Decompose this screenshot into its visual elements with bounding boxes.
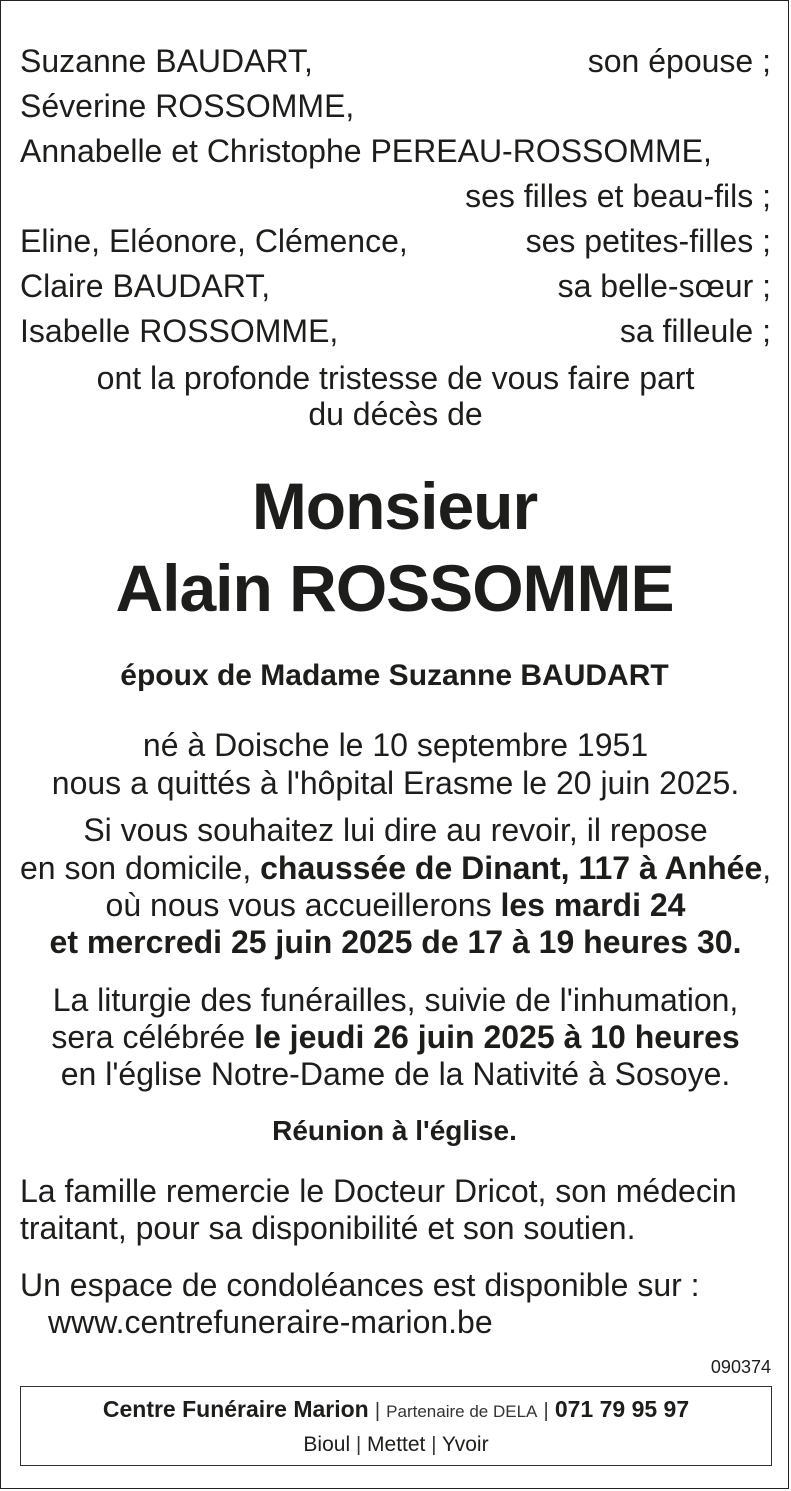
family-relation: son épouse ; [587, 43, 771, 79]
reference-number: 090374 [710, 1357, 771, 1377]
family-relation: ses petites-filles ; [525, 223, 771, 259]
family-name: Eline, Eléonore, Clémence, [20, 223, 408, 259]
footer-locations [21, 1430, 771, 1460]
family-relation: ses filles et beau-fils ; [465, 178, 771, 214]
separator: | [355, 1434, 362, 1456]
announcement-line: ont la profonde tristesse de vous faire part [96, 360, 695, 396]
location: Bioul [303, 1433, 351, 1456]
funeral-text: sera célébrée [51, 1019, 255, 1055]
company-name: Centre Funéraire Marion [102, 1396, 369, 1422]
separator: | [543, 1400, 549, 1422]
funeral-line: en l'église Notre-Dame de la Nativité à Sosoye. [60, 1056, 731, 1092]
birth-line: né à Doische le 10 septembre 1951 [142, 727, 649, 763]
visitation-hours: et mercredi 25 juin 2025 de 17 à 19 heures 30. [49, 924, 742, 960]
condolences-line: Un espace de condoléances est disponible sur : [20, 1267, 700, 1303]
family-row [20, 39, 771, 83]
family-row [20, 219, 771, 263]
family-row [20, 84, 771, 128]
family-row [20, 174, 771, 218]
separator: | [431, 1434, 437, 1456]
family-name: Isabelle ROSSOMME, [20, 313, 339, 349]
family-name: Séverine ROSSOMME, [20, 88, 355, 124]
family-row [20, 309, 771, 353]
visitation-text: , [762, 850, 772, 886]
visitation-line [20, 923, 771, 961]
funeral-home-footer [20, 1386, 772, 1466]
announcement-line: du décès de [308, 396, 483, 432]
visitation-line [20, 886, 771, 924]
family-name: Annabelle et Christophe PEREAU-ROSSOMME, [20, 133, 712, 169]
family-relation: sa filleule ; [619, 313, 771, 349]
visitation-line: Si vous souhaitez lui dire au revoir, il repose [83, 812, 708, 848]
thanks-line: traitant, pour sa disponibilité et son soutien. [20, 1210, 636, 1246]
visitation-text: où nous vous accueillerons [105, 887, 501, 923]
location: Mettet [367, 1433, 426, 1456]
family-name: Claire BAUDART, [20, 268, 271, 304]
funeral-date: le jeudi 26 juin 2025 à 10 heures [254, 1019, 740, 1055]
deceased-honorific: Monsieur [251, 469, 538, 543]
funeral-line: La liturgie des funérailles, suivie de l'inhumation, [52, 982, 739, 1018]
phone-number[interactable]: 071 79 95 97 [554, 1396, 690, 1422]
deceased-name: Alain ROSSOMME [115, 551, 674, 625]
visitation-address: chaussée de Dinant, 117 à Anhée [260, 850, 763, 886]
funeral-line [20, 1018, 771, 1056]
death-line: nous a quittés à l'hôpital Erasme le 20 juin 2025. [51, 765, 740, 801]
spouse-line: époux de Madame Suzanne BAUDART [120, 659, 669, 692]
visitation-line [20, 849, 771, 887]
visitation-dates: les mardi 24 [500, 887, 686, 923]
family-name: Suzanne BAUDART, [20, 43, 313, 79]
location: Yvoir [441, 1433, 489, 1456]
visitation-text: en son domicile, [20, 850, 261, 886]
family-row [20, 264, 771, 308]
thanks-line: La famille remercie le Docteur Dricot, son médecin [20, 1173, 737, 1209]
condolences-url[interactable]: www.centrefuneraire-marion.be [48, 1304, 493, 1340]
family-relation: sa belle-sœur ; [557, 268, 771, 304]
separator: | [374, 1400, 381, 1422]
partner-text: Partenaire de DELA [386, 1402, 538, 1421]
footer-line [21, 1391, 771, 1430]
reunion-line: Réunion à l'église. [272, 1115, 517, 1146]
family-row [20, 129, 771, 173]
